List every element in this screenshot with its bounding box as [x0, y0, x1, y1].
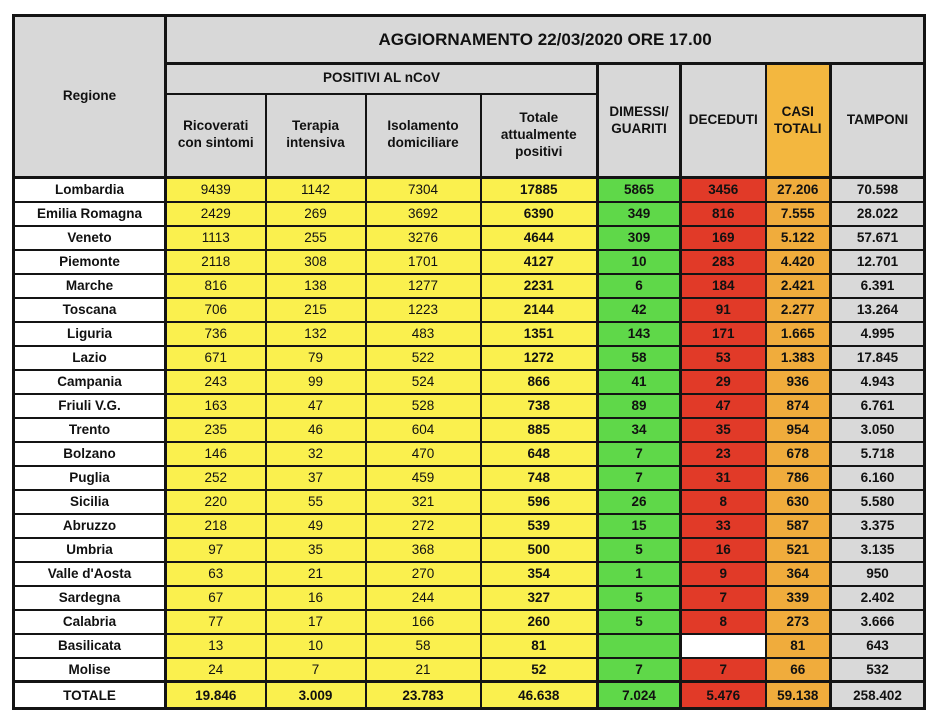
- cell-region: Liguria: [14, 322, 166, 346]
- cell-tamponi: 3.375: [831, 514, 925, 538]
- cell-totale-positivi: 4127: [481, 250, 598, 274]
- cell-dimessi: [598, 634, 681, 658]
- cell-terapia: 49: [266, 514, 366, 538]
- cell-isolamento: 1223: [366, 298, 481, 322]
- cell-ricoverati: 146: [166, 442, 266, 466]
- table-row: [14, 370, 925, 394]
- cell-ricoverati: 63: [166, 562, 266, 586]
- cell-totale-positivi: 748: [481, 466, 598, 490]
- cell-dimessi: 6: [598, 274, 681, 298]
- cell-region: Puglia: [14, 466, 166, 490]
- table-row: [14, 466, 925, 490]
- cell-terapia: 16: [266, 586, 366, 610]
- cell-isolamento: 244: [366, 586, 481, 610]
- table-row: [14, 442, 925, 466]
- cell-casi-totali: 2.277: [766, 298, 831, 322]
- cell-deceduti: [681, 634, 766, 658]
- cell-isolamento: 58: [366, 634, 481, 658]
- cell-dimessi: 309: [598, 226, 681, 250]
- cell-ricoverati: 67: [166, 586, 266, 610]
- cell-tamponi: 6.761: [831, 394, 925, 418]
- cell-dimessi: 5865: [598, 178, 681, 202]
- cell-ricoverati: 706: [166, 298, 266, 322]
- cell-terapia: 308: [266, 250, 366, 274]
- cell-dimessi: 1: [598, 562, 681, 586]
- header-row-title: [14, 16, 925, 64]
- cell-ricoverati: 97: [166, 538, 266, 562]
- cell-tamponi: 3.666: [831, 610, 925, 634]
- dimessi-label-line1: DIMESSI/: [609, 103, 669, 119]
- cell-terapia: 79: [266, 346, 366, 370]
- cell-casi-totali: 521: [766, 538, 831, 562]
- cell-deceduti: 9: [681, 562, 766, 586]
- cell-deceduti: 171: [681, 322, 766, 346]
- cell-dimessi: 5: [598, 586, 681, 610]
- cell-totale-positivi: 738: [481, 394, 598, 418]
- cell-totale-ricoverati: 19.846: [166, 682, 266, 709]
- cell-casi-totali: 587: [766, 514, 831, 538]
- cell-totale-positivi: 52: [481, 658, 598, 682]
- cell-casi-totali: 1.665: [766, 322, 831, 346]
- cell-region: Umbria: [14, 538, 166, 562]
- cell-tamponi: 5.718: [831, 442, 925, 466]
- cell-isolamento: 3276: [366, 226, 481, 250]
- cell-region: Lombardia: [14, 178, 166, 202]
- cell-terapia: 10: [266, 634, 366, 658]
- cell-deceduti: 23: [681, 442, 766, 466]
- cell-dimessi: 7: [598, 442, 681, 466]
- cell-casi-totali: 786: [766, 466, 831, 490]
- cell-deceduti: 7: [681, 586, 766, 610]
- cell-totale-positivi: 46.638: [481, 682, 598, 709]
- cell-totale-positivi: 4644: [481, 226, 598, 250]
- cell-region: Sardegna: [14, 586, 166, 610]
- table-row: [14, 418, 925, 442]
- cell-dimessi: 26: [598, 490, 681, 514]
- cell-tamponi: 70.598: [831, 178, 925, 202]
- cell-ricoverati: 220: [166, 490, 266, 514]
- table-row: [14, 634, 925, 658]
- table-row: [14, 658, 925, 682]
- cell-isolamento: 470: [366, 442, 481, 466]
- cell-tamponi: 643: [831, 634, 925, 658]
- cell-deceduti: 169: [681, 226, 766, 250]
- cell-totale-positivi: 260: [481, 610, 598, 634]
- table-row: [14, 562, 925, 586]
- cell-terapia: 255: [266, 226, 366, 250]
- cell-ricoverati: 736: [166, 322, 266, 346]
- column-header-regione: Regione: [14, 16, 166, 178]
- cell-totale-positivi: 327: [481, 586, 598, 610]
- cell-dimessi: 7: [598, 466, 681, 490]
- cell-totale-positivi: 81: [481, 634, 598, 658]
- cell-totale-positivi: 885: [481, 418, 598, 442]
- cell-region: Friuli V.G.: [14, 394, 166, 418]
- column-header-totale-positivi: Totale attualmente positivi: [481, 94, 598, 178]
- cell-casi-totali: 954: [766, 418, 831, 442]
- cell-casi-totali: 81: [766, 634, 831, 658]
- cell-tamponi: 28.022: [831, 202, 925, 226]
- cell-region: Sicilia: [14, 490, 166, 514]
- cell-deceduti: 47: [681, 394, 766, 418]
- cell-deceduti: 283: [681, 250, 766, 274]
- cell-casi-totali: 630: [766, 490, 831, 514]
- column-header-casi-totali: [766, 64, 831, 178]
- cell-region: Piemonte: [14, 250, 166, 274]
- cell-isolamento: 483: [366, 322, 481, 346]
- cell-terapia: 7: [266, 658, 366, 682]
- cell-region: Bolzano: [14, 442, 166, 466]
- cell-tamponi: 4.995: [831, 322, 925, 346]
- cell-dimessi: 42: [598, 298, 681, 322]
- cell-deceduti: 3456: [681, 178, 766, 202]
- covid-update-table: [12, 14, 926, 710]
- cell-tamponi: 3.135: [831, 538, 925, 562]
- cell-tamponi: 5.580: [831, 490, 925, 514]
- column-header-isolamento: Isolamento domiciliare: [366, 94, 481, 178]
- table-row: [14, 178, 925, 202]
- cell-terapia: 37: [266, 466, 366, 490]
- cell-totale-label: TOTALE: [14, 682, 166, 709]
- cell-isolamento: 166: [366, 610, 481, 634]
- cell-isolamento: 321: [366, 490, 481, 514]
- cell-deceduti: 31: [681, 466, 766, 490]
- table-row: [14, 394, 925, 418]
- cell-dimessi: 89: [598, 394, 681, 418]
- cell-isolamento: 7304: [366, 178, 481, 202]
- cell-totale-positivi: 6390: [481, 202, 598, 226]
- cell-dimessi: 34: [598, 418, 681, 442]
- cell-region: Trento: [14, 418, 166, 442]
- cell-casi-totali: 1.383: [766, 346, 831, 370]
- cell-deceduti: 8: [681, 490, 766, 514]
- table-body: [14, 178, 925, 682]
- cell-isolamento: 522: [366, 346, 481, 370]
- cell-deceduti: 816: [681, 202, 766, 226]
- cell-terapia: 1142: [266, 178, 366, 202]
- cell-ricoverati: 671: [166, 346, 266, 370]
- cell-ricoverati: 24: [166, 658, 266, 682]
- column-header-tamponi: TAMPONI: [831, 64, 925, 178]
- update-title: AGGIORNAMENTO 22/03/2020 ORE 17.00: [166, 16, 925, 64]
- cell-tamponi: 3.050: [831, 418, 925, 442]
- cell-casi-totali: 273: [766, 610, 831, 634]
- cell-casi-totali: 27.206: [766, 178, 831, 202]
- cell-ricoverati: 235: [166, 418, 266, 442]
- cell-terapia: 138: [266, 274, 366, 298]
- cell-isolamento: 272: [366, 514, 481, 538]
- cell-tamponi: 950: [831, 562, 925, 586]
- cell-isolamento: 604: [366, 418, 481, 442]
- cell-isolamento: 3692: [366, 202, 481, 226]
- cell-totale-positivi: 500: [481, 538, 598, 562]
- cell-isolamento: 368: [366, 538, 481, 562]
- cell-isolamento: 1701: [366, 250, 481, 274]
- cell-dimessi: 41: [598, 370, 681, 394]
- cell-region: Toscana: [14, 298, 166, 322]
- cell-deceduti: 35: [681, 418, 766, 442]
- cell-tamponi: 4.943: [831, 370, 925, 394]
- cell-tamponi: 532: [831, 658, 925, 682]
- cell-totale-deceduti: 5.476: [681, 682, 766, 709]
- cell-region: Marche: [14, 274, 166, 298]
- column-header-terapia: Terapia intensiva: [266, 94, 366, 178]
- cell-region: Abruzzo: [14, 514, 166, 538]
- cell-tamponi: 13.264: [831, 298, 925, 322]
- cell-isolamento: 1277: [366, 274, 481, 298]
- cell-terapia: 47: [266, 394, 366, 418]
- cell-casi-totali: 364: [766, 562, 831, 586]
- cell-dimessi: 5: [598, 538, 681, 562]
- cell-casi-totali: 66: [766, 658, 831, 682]
- cell-casi-totali: 678: [766, 442, 831, 466]
- cell-region: Veneto: [14, 226, 166, 250]
- cell-region: Molise: [14, 658, 166, 682]
- cell-ricoverati: 2429: [166, 202, 266, 226]
- cell-ricoverati: 1113: [166, 226, 266, 250]
- cell-region: Campania: [14, 370, 166, 394]
- cell-casi-totali: 936: [766, 370, 831, 394]
- table-row: [14, 250, 925, 274]
- cell-totale-tamponi: 258.402: [831, 682, 925, 709]
- cell-casi-totali: 5.122: [766, 226, 831, 250]
- cell-totale-positivi: 539: [481, 514, 598, 538]
- table-row: [14, 274, 925, 298]
- column-header-dimessi-guariti: [598, 64, 681, 178]
- cell-totale-terapia: 3.009: [266, 682, 366, 709]
- cell-deceduti: 7: [681, 658, 766, 682]
- cell-totale-positivi: 17885: [481, 178, 598, 202]
- cell-terapia: 32: [266, 442, 366, 466]
- cell-totale-positivi: 1272: [481, 346, 598, 370]
- cell-isolamento: 528: [366, 394, 481, 418]
- cell-region: Lazio: [14, 346, 166, 370]
- column-header-ricoverati: Ricoverati con sintomi: [166, 94, 266, 178]
- cell-dimessi: 15: [598, 514, 681, 538]
- cell-dimessi: 143: [598, 322, 681, 346]
- cell-terapia: 46: [266, 418, 366, 442]
- table-row: [14, 202, 925, 226]
- cell-isolamento: 524: [366, 370, 481, 394]
- cell-region: Basilicata: [14, 634, 166, 658]
- cell-tamponi: 6.391: [831, 274, 925, 298]
- column-group-positivi: POSITIVI AL nCoV: [166, 64, 598, 94]
- table-row: [14, 610, 925, 634]
- cell-ricoverati: 816: [166, 274, 266, 298]
- cell-casi-totali: 339: [766, 586, 831, 610]
- cell-casi-totali: 4.420: [766, 250, 831, 274]
- cell-dimessi: 349: [598, 202, 681, 226]
- cell-deceduti: 33: [681, 514, 766, 538]
- table-row: [14, 226, 925, 250]
- cell-ricoverati: 163: [166, 394, 266, 418]
- cell-isolamento: 459: [366, 466, 481, 490]
- cell-terapia: 21: [266, 562, 366, 586]
- cell-totale-positivi: 354: [481, 562, 598, 586]
- cell-totale-positivi: 2144: [481, 298, 598, 322]
- cell-dimessi: 5: [598, 610, 681, 634]
- table-row: [14, 538, 925, 562]
- cell-ricoverati: 2118: [166, 250, 266, 274]
- casi-label-line2: TOTALI: [774, 120, 822, 136]
- cell-tamponi: 2.402: [831, 586, 925, 610]
- totals-row: [14, 682, 925, 709]
- cell-region: Calabria: [14, 610, 166, 634]
- cell-deceduti: 29: [681, 370, 766, 394]
- table-row: [14, 514, 925, 538]
- cell-casi-totali: 874: [766, 394, 831, 418]
- cell-totale-positivi: 866: [481, 370, 598, 394]
- cell-tamponi: 12.701: [831, 250, 925, 274]
- cell-totale-isolamento: 23.783: [366, 682, 481, 709]
- cell-ricoverati: 77: [166, 610, 266, 634]
- cell-ricoverati: 252: [166, 466, 266, 490]
- table-row: [14, 322, 925, 346]
- cell-casi-totali: 7.555: [766, 202, 831, 226]
- cell-terapia: 99: [266, 370, 366, 394]
- cell-ricoverati: 218: [166, 514, 266, 538]
- casi-label-line1: CASI: [781, 103, 814, 119]
- table-row: [14, 490, 925, 514]
- cell-isolamento: 270: [366, 562, 481, 586]
- cell-tamponi: 17.845: [831, 346, 925, 370]
- cell-totale-positivi: 648: [481, 442, 598, 466]
- cell-totale-positivi: 2231: [481, 274, 598, 298]
- cell-terapia: 215: [266, 298, 366, 322]
- cell-dimessi: 7: [598, 658, 681, 682]
- cell-ricoverati: 13: [166, 634, 266, 658]
- table-row: [14, 586, 925, 610]
- cell-terapia: 55: [266, 490, 366, 514]
- cell-terapia: 35: [266, 538, 366, 562]
- column-header-deceduti: DECEDUTI: [681, 64, 766, 178]
- cell-deceduti: 91: [681, 298, 766, 322]
- cell-ricoverati: 243: [166, 370, 266, 394]
- cell-dimessi: 58: [598, 346, 681, 370]
- cell-totale-positivi: 596: [481, 490, 598, 514]
- cell-deceduti: 184: [681, 274, 766, 298]
- cell-ricoverati: 9439: [166, 178, 266, 202]
- cell-region: Valle d'Aosta: [14, 562, 166, 586]
- cell-totale-positivi: 1351: [481, 322, 598, 346]
- cell-totale-dimessi: 7.024: [598, 682, 681, 709]
- cell-dimessi: 10: [598, 250, 681, 274]
- table-row: [14, 298, 925, 322]
- cell-totale-casi: 59.138: [766, 682, 831, 709]
- cell-isolamento: 21: [366, 658, 481, 682]
- cell-tamponi: 57.671: [831, 226, 925, 250]
- cell-region: Emilia Romagna: [14, 202, 166, 226]
- cell-deceduti: 8: [681, 610, 766, 634]
- dimessi-label-line2: GUARITI: [611, 120, 667, 136]
- cell-deceduti: 16: [681, 538, 766, 562]
- cell-terapia: 269: [266, 202, 366, 226]
- cell-casi-totali: 2.421: [766, 274, 831, 298]
- cell-tamponi: 6.160: [831, 466, 925, 490]
- table-row: [14, 346, 925, 370]
- cell-deceduti: 53: [681, 346, 766, 370]
- cell-terapia: 132: [266, 322, 366, 346]
- cell-terapia: 17: [266, 610, 366, 634]
